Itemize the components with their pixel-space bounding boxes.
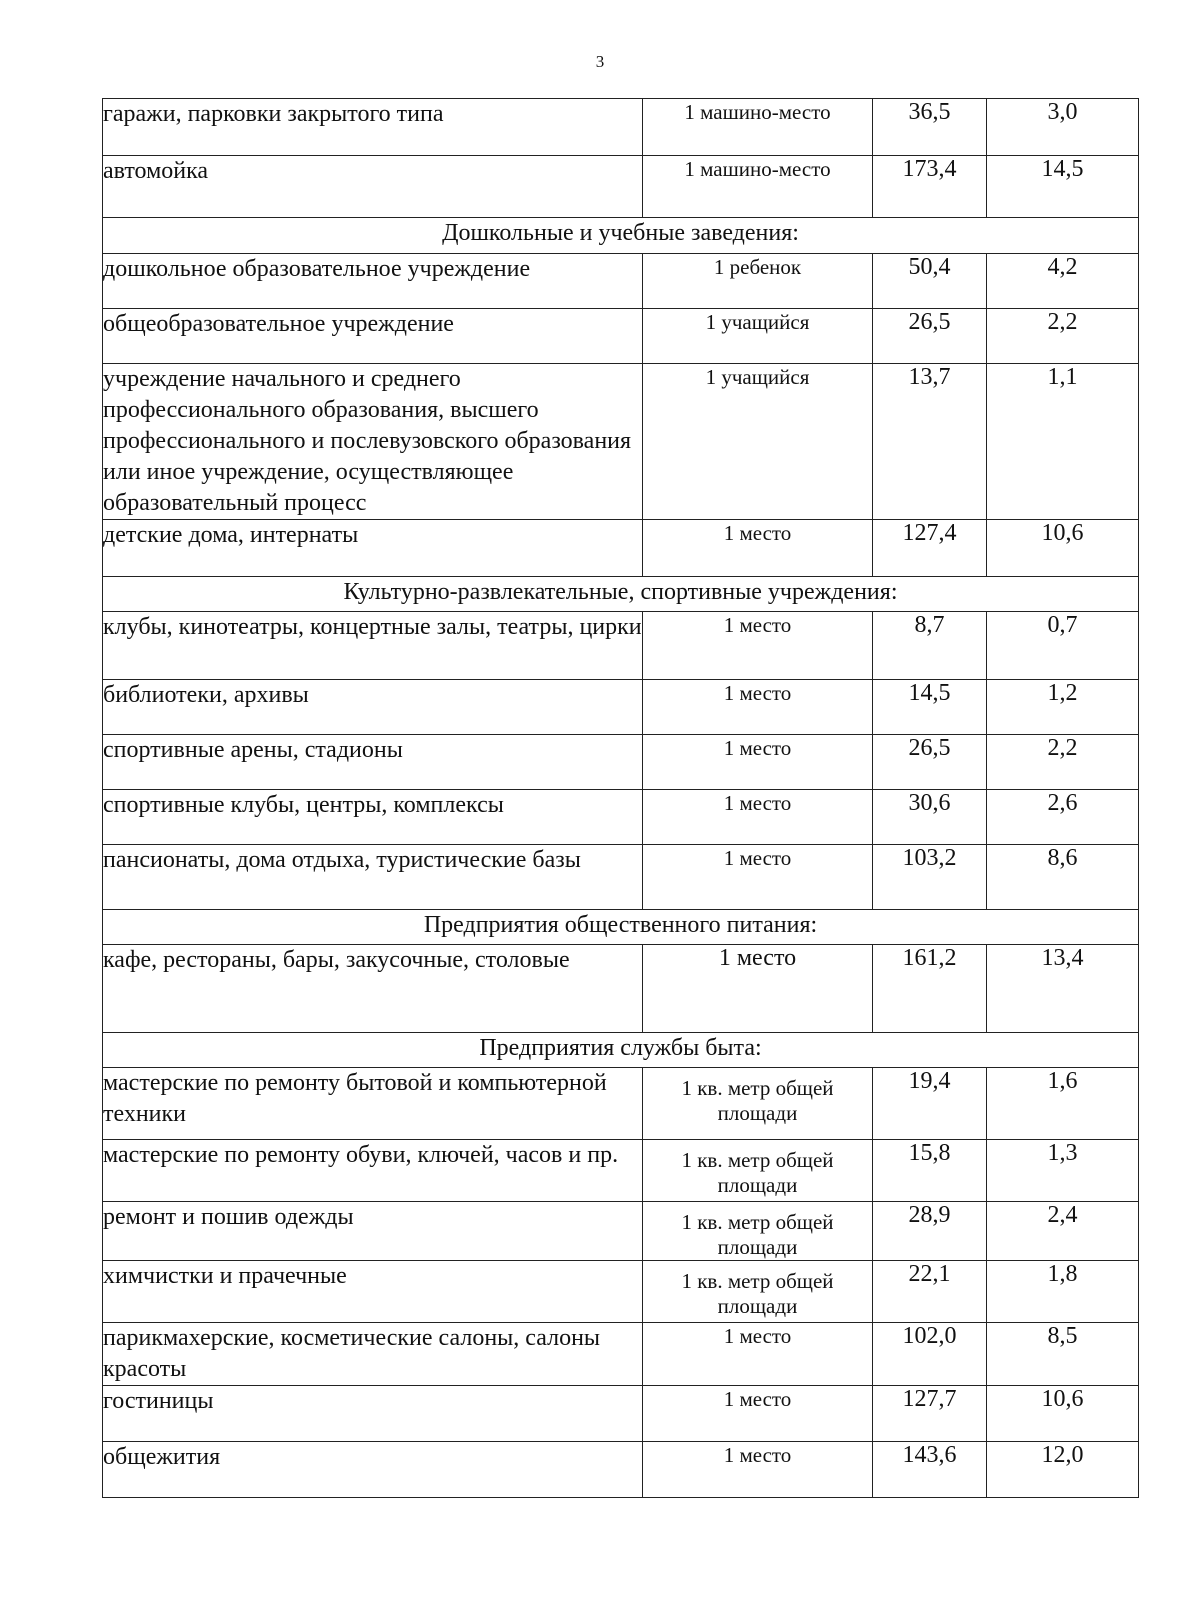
row-value-2: 2,2 [987,735,1139,790]
table-row [103,612,1139,680]
row-name: кафе, рестораны, бары, закусочные, столовые [103,945,643,1033]
table-row [103,1140,1139,1202]
row-value-1: 26,5 [873,735,987,790]
table-row [103,790,1139,845]
row-value-1: 173,4 [873,156,987,218]
row-name: ремонт и пошив одежды [103,1202,643,1261]
row-value-2: 1,1 [987,364,1139,520]
row-name: мастерские по ремонту бытовой и компьютерной техники [103,1068,643,1140]
row-unit: 1 машино-место [643,99,873,156]
row-value-1: 50,4 [873,254,987,309]
row-unit: 1 место [643,845,873,910]
row-name: дошкольное образовательное учреждение [103,254,643,309]
row-name: общеобразовательное учреждение [103,309,643,364]
row-value-2: 2,4 [987,1202,1139,1261]
row-name: учреждение начального и среднего профессионального образования, высшего профессионального и послевузовского образования или иное учреждение, осуществляющее образовательный процесс [103,364,643,520]
row-value-1: 127,7 [873,1386,987,1442]
row-value-2: 1,3 [987,1140,1139,1202]
row-value-2: 0,7 [987,612,1139,680]
row-value-1: 26,5 [873,309,987,364]
row-value-1: 143,6 [873,1442,987,1498]
row-unit: 1 место [643,790,873,845]
table-row [103,364,1139,520]
row-name: мастерские по ремонту обуви, ключей, часов и пр. [103,1140,643,1202]
row-value-2: 3,0 [987,99,1139,156]
row-unit: 1 ребенок [643,254,873,309]
row-value-2: 8,5 [987,1323,1139,1386]
row-value-2: 13,4 [987,945,1139,1033]
row-unit: 1 кв. метр общей площади [643,1261,873,1323]
row-name: гостиницы [103,1386,643,1442]
table-row [103,1068,1139,1140]
table-row [103,1202,1139,1261]
row-unit: 1 место [643,612,873,680]
row-value-2: 1,2 [987,680,1139,735]
row-value-2: 2,2 [987,309,1139,364]
table-row [103,1386,1139,1442]
row-value-1: 161,2 [873,945,987,1033]
row-value-2: 4,2 [987,254,1139,309]
row-name: детские дома, интернаты [103,520,643,577]
norms-table [102,98,1139,1498]
table-row [103,99,1139,156]
row-name: общежития [103,1442,643,1498]
row-unit: 1 место [643,1442,873,1498]
row-unit: 1 кв. метр общей площади [643,1140,873,1202]
row-value-2: 10,6 [987,1386,1139,1442]
row-unit: 1 кв. метр общей площади [643,1202,873,1261]
section-title: Культурно-развлекательные, спортивные учреждения: [103,577,1139,612]
row-name: спортивные клубы, центры, комплексы [103,790,643,845]
row-name: парикмахерские, косметические салоны, салоны красоты [103,1323,643,1386]
section-title: Дошкольные и учебные заведения: [103,218,1139,254]
row-name: пансионаты, дома отдыха, туристические базы [103,845,643,910]
row-value-1: 14,5 [873,680,987,735]
table-row [103,1442,1139,1498]
row-value-2: 1,8 [987,1261,1139,1323]
table-row [103,309,1139,364]
row-value-2: 8,6 [987,845,1139,910]
section-header-row [103,1033,1139,1068]
row-name: клубы, кинотеатры, концертные залы, театры, цирки [103,612,643,680]
table-row [103,680,1139,735]
row-value-1: 102,0 [873,1323,987,1386]
section-title: Предприятия службы быта: [103,1033,1139,1068]
row-value-2: 14,5 [987,156,1139,218]
table-row [103,1323,1139,1386]
row-name: гаражи, парковки закрытого типа [103,99,643,156]
table-row [103,156,1139,218]
table-row [103,845,1139,910]
table-row [103,735,1139,790]
table-row [103,1261,1139,1323]
table-row [103,945,1139,1033]
page-number: 3 [595,52,605,71]
row-unit: 1 место [643,520,873,577]
row-value-1: 36,5 [873,99,987,156]
row-name: спортивные арены, стадионы [103,735,643,790]
row-value-2: 10,6 [987,520,1139,577]
row-value-1: 13,7 [873,364,987,520]
row-unit: 1 место [643,1323,873,1386]
row-value-1: 22,1 [873,1261,987,1323]
row-value-1: 28,9 [873,1202,987,1261]
row-unit: 1 учащийся [643,364,873,520]
row-unit: 1 место [643,1386,873,1442]
row-name: химчистки и прачечные [103,1261,643,1323]
row-value-1: 103,2 [873,845,987,910]
section-header-row [103,910,1139,945]
row-value-1: 127,4 [873,520,987,577]
row-value-2: 1,6 [987,1068,1139,1140]
section-header-row [103,577,1139,612]
row-unit: 1 учащийся [643,309,873,364]
row-value-1: 15,8 [873,1140,987,1202]
row-unit: 1 место [643,945,873,1033]
section-title: Предприятия общественного питания: [103,910,1139,945]
row-value-1: 8,7 [873,612,987,680]
table-row [103,520,1139,577]
row-name: автомойка [103,156,643,218]
row-value-2: 2,6 [987,790,1139,845]
row-unit: 1 место [643,735,873,790]
row-value-1: 30,6 [873,790,987,845]
row-unit: 1 кв. метр общей площади [643,1068,873,1140]
row-value-2: 12,0 [987,1442,1139,1498]
row-name: библиотеки, архивы [103,680,643,735]
row-unit: 1 место [643,680,873,735]
section-header-row [103,218,1139,254]
table-row [103,254,1139,309]
row-unit: 1 машино-место [643,156,873,218]
row-value-1: 19,4 [873,1068,987,1140]
